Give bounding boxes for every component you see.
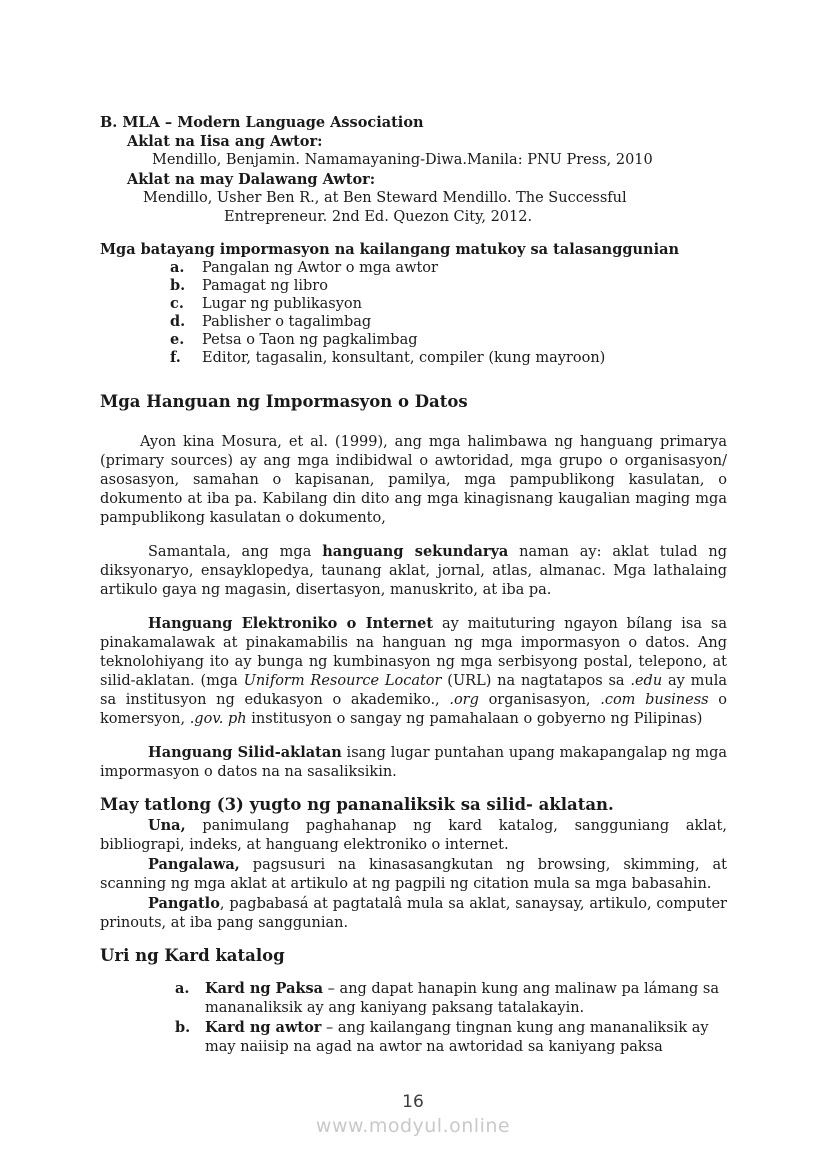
- mla-entry-2-citation-line-1: Mendillo, Usher Ben R., at Ben Steward Mendillo. The Successful: [143, 190, 627, 206]
- list-text: Petsa o Taon ng pagkalimbag: [202, 332, 418, 348]
- hanguan-section: [100, 391, 727, 782]
- list-text: Pablisher o tagalimbag: [202, 314, 372, 330]
- list-letter: c.: [170, 295, 184, 312]
- list-text: Pangalan ng Awtor o mga awtor: [202, 260, 438, 276]
- batayang-heading: Mga batayang impormasyon na kailangang matukoy sa talasanggunian: [100, 241, 680, 258]
- list-letter: a.: [170, 259, 185, 276]
- mla-entry-2-label: Aklat na may Dalawang Awtor:: [127, 171, 376, 188]
- list-text: Kard ng awtor – ang kailangang tingnan kung ang mananaliksik ay may naiisip na agad na awtor na awtoridad sa kaniyang paksa: [205, 1019, 709, 1055]
- list-item: [170, 313, 727, 331]
- hanguan-heading: Mga Hanguan ng Impormasyon o Datos: [100, 392, 468, 411]
- list-item: [170, 277, 727, 295]
- list-item: [175, 979, 727, 1018]
- body-paragraph: Ayon kina Mosura, et al. (1999), ang mga halimbawa ng hanguang primarya (primary sources) ay ang mga indibidwal o awtoridad, mga grupo o organisasyon/ asosasyon, samahan o kapisanan, pamilya, mga pampublikong kasulatan, o dokumento at iba pa. Kabilang din dito ang mga kinagisnang kaugalian maging mga pampublikong kasulatan o dokumento,: [100, 434, 727, 526]
- body-paragraph: Pangalawa, pagsusuri na kinasasangkutan ng browsing, skimming, at scanning ng mga aklat at artikulo at ng pagpili ng citation mula sa mga babasahin.: [100, 856, 727, 892]
- body-paragraph: Samantala, ang mga hanguang sekundarya naman ay: aklat tulad ng diksyonaryo, ensayklopedya, taunang aklat, jornal, atlas, almanac. Mga lathalaing artikulo gaya ng magasin, disertasyon, manuskrito, at iba pa.: [100, 543, 727, 598]
- list-letter: a.: [175, 980, 190, 997]
- kard-heading: Uri ng Kard katalog: [100, 946, 285, 965]
- mla-entry-1-citation: Mendillo, Benjamin. Namamayaning-Diwa.Manila: PNU Press, 2010: [152, 152, 653, 168]
- list-text: Lugar ng publikasyon: [202, 296, 362, 312]
- body-paragraph: Una, panimulang paghahanap ng kard katalog, sangguniang aklat, bibliograpi, indeks, at hanguang elektroniko o internet.: [100, 817, 727, 853]
- body-paragraph: Hanguang Silid-aklatan isang lugar puntahan upang makapangalap ng mga impormasyon o datos na na sasaliksikin.: [100, 744, 727, 780]
- watermark: www.modyul.online: [315, 1115, 511, 1137]
- list-text: Pamagat ng libro: [202, 278, 328, 294]
- kard-section: [100, 945, 727, 1057]
- list-letter: f.: [170, 349, 181, 366]
- list-item: [170, 331, 727, 349]
- mla-entry-1-label: Aklat na Iisa ang Awtor:: [127, 133, 323, 150]
- mla-title: B. MLA – Modern Language Association: [100, 114, 424, 131]
- page-content: [100, 113, 727, 1057]
- page-number: 16: [402, 1092, 424, 1112]
- list-text: Kard ng Paksa – ang dapat hanapin kung ang malinaw pa lámang sa mananaliksik ay ang kaniyang paksang tatalakayin.: [205, 980, 719, 1016]
- kard-list: [175, 979, 727, 1057]
- list-text: Editor, tagasalin, konsultant, compiler (kung mayroon): [202, 350, 606, 366]
- list-letter: b.: [175, 1019, 191, 1036]
- body-paragraph: Pangatlo, pagbabasá at pagtatalâ mula sa aklat, sanaysay, artikulo, computer prinouts, at iba pang sanggunian.: [100, 895, 727, 931]
- list-item: [170, 259, 727, 277]
- list-letter: e.: [170, 331, 185, 348]
- list-item: [170, 349, 727, 367]
- list-item: [170, 295, 727, 313]
- body-paragraph: Hanguang Elektroniko o Internet ay maituturing ngayon bílang isa sa pinakamalawak at pinakamabilis na hanguan ng mga impormasyon o datos. Ang teknolohiyang ito ay bunga ng kumbinasyon ng mga serbisyong postal, telepono, at silid-aklatan. (mga Uniform Resource Locator (URL) na nagtatapos sa .edu ay mula sa institusyon ng edukasyon o akademiko., .org organisasyon, .com business o komersyon, .gov. ph institusyon o sangay ng pamahalaan o gobyerno ng Pilipinas): [100, 615, 728, 727]
- batayang-section: [100, 240, 727, 367]
- mla-entry-2-citation-line-2: Entrepreneur. 2nd Ed. Quezon City, 2012.: [224, 209, 533, 225]
- yugto-heading: May tatlong (3) yugto ng pananaliksik sa silid- aklatan.: [100, 795, 614, 814]
- yugto-section: [100, 794, 727, 933]
- list-letter: b.: [170, 277, 186, 294]
- list-letter: d.: [170, 313, 186, 330]
- list-item: [175, 1018, 727, 1057]
- batayang-list: [170, 259, 727, 367]
- mla-section: [100, 113, 727, 227]
